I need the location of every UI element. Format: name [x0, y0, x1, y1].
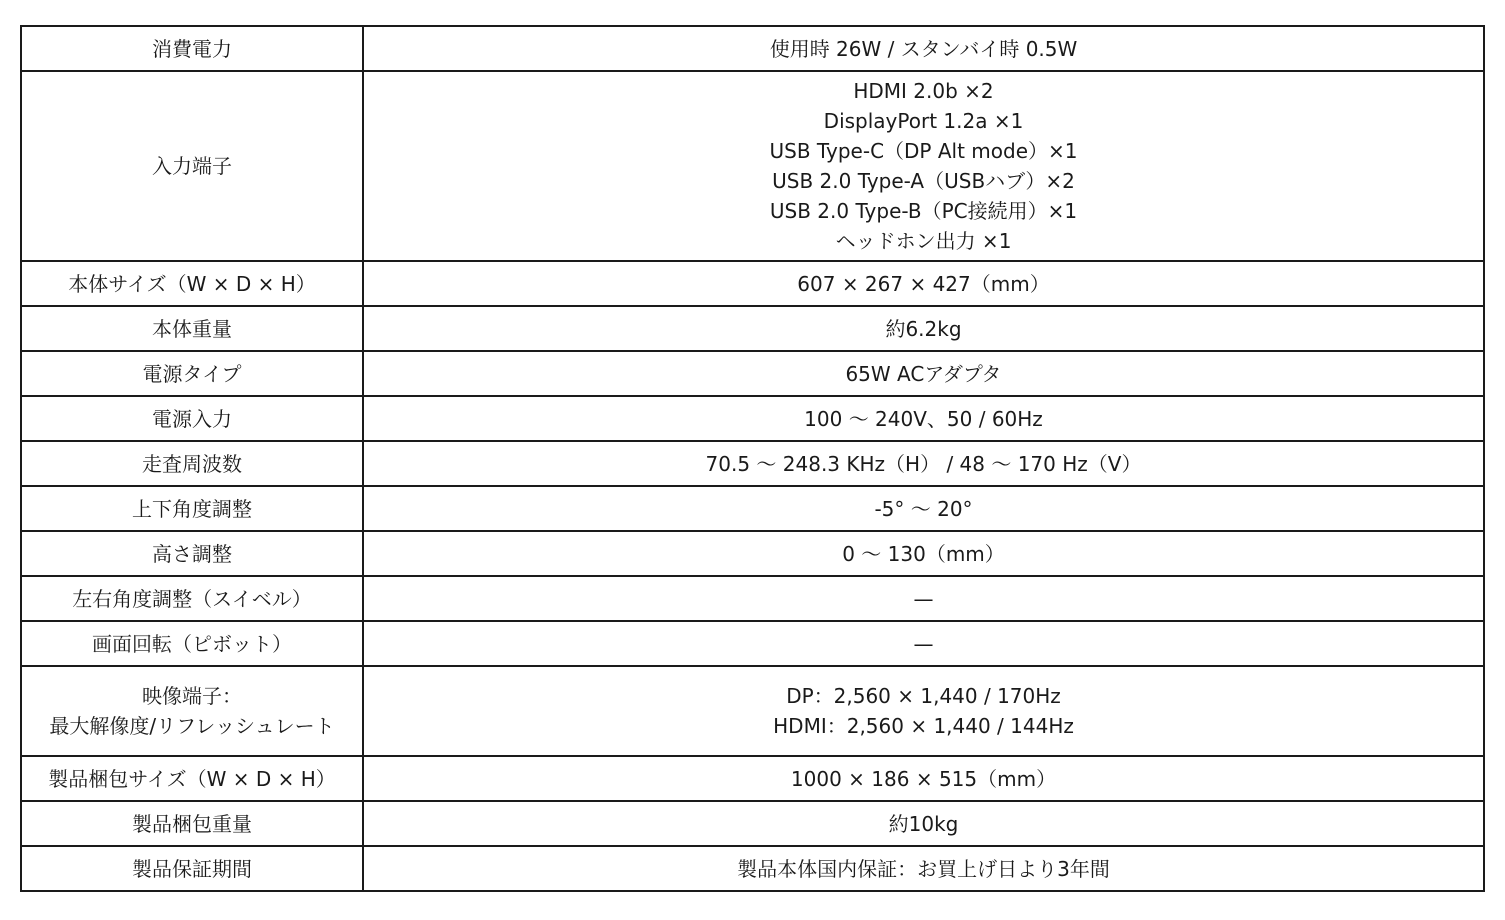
- spec-value: 607 × 267 × 427（mm）: [363, 261, 1484, 306]
- spec-row-package-size: [21, 756, 1484, 801]
- spec-label: 入力端子: [21, 71, 363, 261]
- spec-row-body-weight: [21, 306, 1484, 351]
- spec-table: [20, 25, 1485, 892]
- spec-label: 本体重量: [21, 306, 363, 351]
- spec-row-power-consumption: [21, 26, 1484, 71]
- spec-value: 1000 × 186 × 515（mm）: [363, 756, 1484, 801]
- spec-value: 0 ～ 130（mm）: [363, 531, 1484, 576]
- spec-label: 走査周波数: [21, 441, 363, 486]
- spec-row-tilt: [21, 486, 1484, 531]
- spec-row-warranty: [21, 846, 1484, 891]
- spec-label: 消費電力: [21, 26, 363, 71]
- spec-row-body-size: [21, 261, 1484, 306]
- spec-row-height-adjust: [21, 531, 1484, 576]
- spec-value: 65W ACアダプタ: [363, 351, 1484, 396]
- spec-row-package-weight: [21, 801, 1484, 846]
- spec-label: 製品梱包サイズ（W × D × H）: [21, 756, 363, 801]
- spec-row-scan-frequency: [21, 441, 1484, 486]
- spec-label: 電源タイプ: [21, 351, 363, 396]
- spec-row-input-ports: [21, 71, 1484, 261]
- spec-row-power-input: [21, 396, 1484, 441]
- spec-value: DP：2,560 × 1,440 / 170Hz HDMI：2,560 × 1,440 / 144Hz: [363, 666, 1484, 756]
- spec-label: 製品保証期間: [21, 846, 363, 891]
- spec-value: —: [363, 621, 1484, 666]
- spec-value: —: [363, 576, 1484, 621]
- spec-label: 高さ調整: [21, 531, 363, 576]
- spec-label: 映像端子： 最大解像度/リフレッシュレート: [21, 666, 363, 756]
- spec-value: 約10kg: [363, 801, 1484, 846]
- spec-row-swivel: [21, 576, 1484, 621]
- spec-label: 本体サイズ（W × D × H）: [21, 261, 363, 306]
- spec-value: 使用時 26W / スタンバイ時 0.5W: [363, 26, 1484, 71]
- spec-label: 画面回転（ピボット）: [21, 621, 363, 666]
- spec-label: 左右角度調整（スイベル）: [21, 576, 363, 621]
- spec-value: 100 ～ 240V、50 / 60Hz: [363, 396, 1484, 441]
- spec-value: HDMI 2.0b ×2 DisplayPort 1.2a ×1 USB Type-C（DP Alt mode）×1 USB 2.0 Type-A（USBハブ）×2 USB 2.0 Type-B（PC接続用）×1 ヘッドホン出力 ×1: [363, 71, 1484, 261]
- spec-value: 70.5 ～ 248.3 KHz（H） / 48 ～ 170 Hz（V）: [363, 441, 1484, 486]
- spec-label: 製品梱包重量: [21, 801, 363, 846]
- spec-label: 電源入力: [21, 396, 363, 441]
- spec-row-power-type: [21, 351, 1484, 396]
- spec-value: 製品本体国内保証：お買上げ日より3年間: [363, 846, 1484, 891]
- spec-value: -5° ～ 20°: [363, 486, 1484, 531]
- spec-row-pivot: [21, 621, 1484, 666]
- spec-row-max-resolution: [21, 666, 1484, 756]
- spec-value: 約6.2kg: [363, 306, 1484, 351]
- spec-label: 上下角度調整: [21, 486, 363, 531]
